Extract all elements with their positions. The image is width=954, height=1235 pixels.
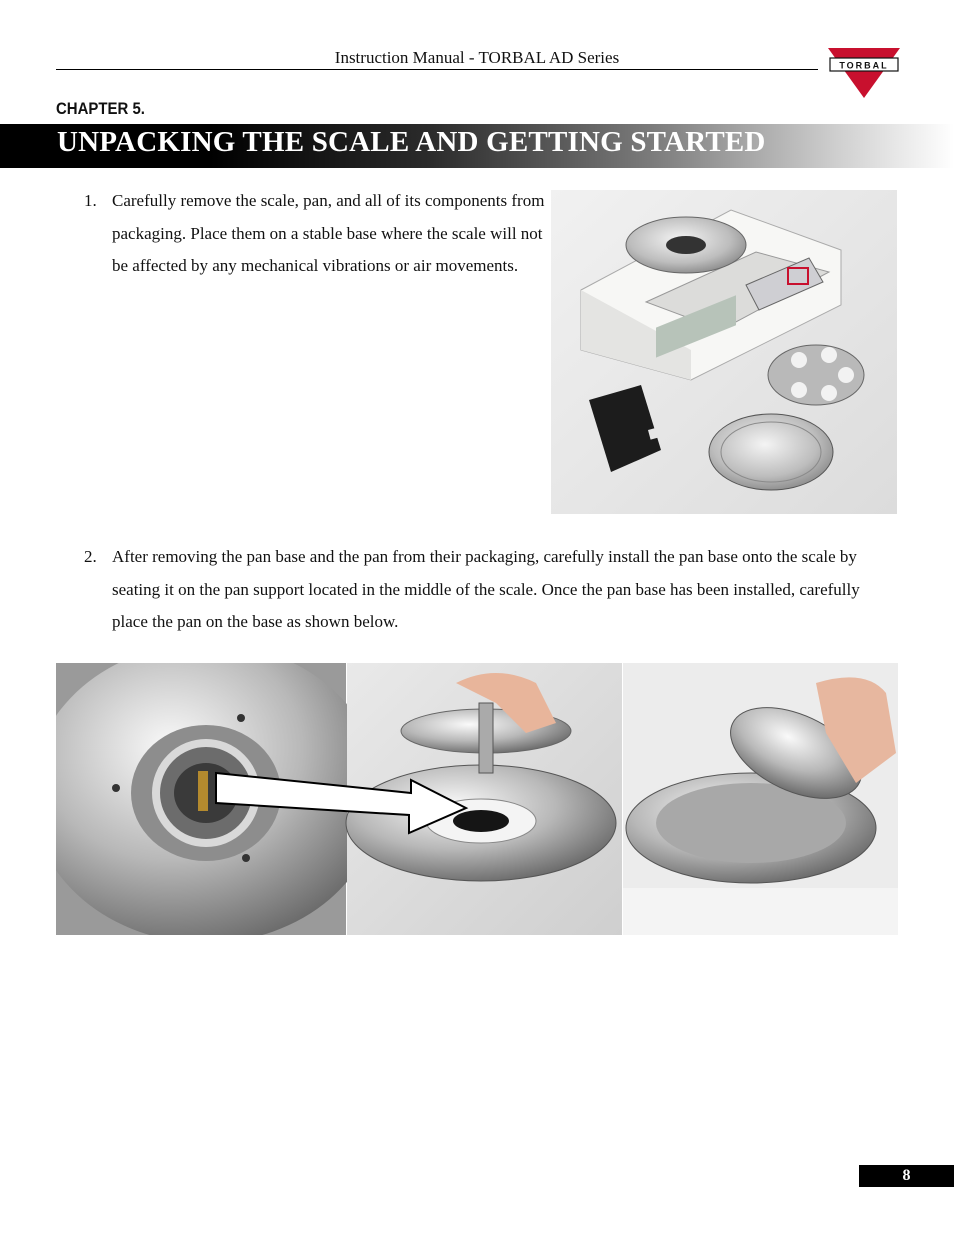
chapter-title: UNPACKING THE SCALE AND GETTING STARTED [57,126,766,158]
header-rule [56,69,818,70]
scale-components-photo [551,190,897,514]
header-title: Instruction Manual - TORBAL AD Series [334,48,620,67]
page-number: 8 [859,1165,954,1187]
chapter-label: CHAPTER 5. [56,99,145,118]
pan-installation-photos [56,663,898,935]
step-1-number: 1. [84,191,97,210]
step-2-number: 2. [84,547,97,566]
step-2-text: After removing the pan base and the pan from their packaging, carefully install the pan base onto the scale by seating it on the pan support located in the middle of the scale. Once the pan base has been installed, carefully place the pan on the base as shown below. [112,547,860,631]
logo-text: TORBAL [839,60,889,71]
step-1-text: Carefully remove the scale, pan, and all of its components from packaging. Place them on a stable base where the scale will not be affected by any mechanical vibrations or air movements. [112,191,545,275]
logo-triangle [828,48,900,98]
torbal-logo [826,46,902,100]
